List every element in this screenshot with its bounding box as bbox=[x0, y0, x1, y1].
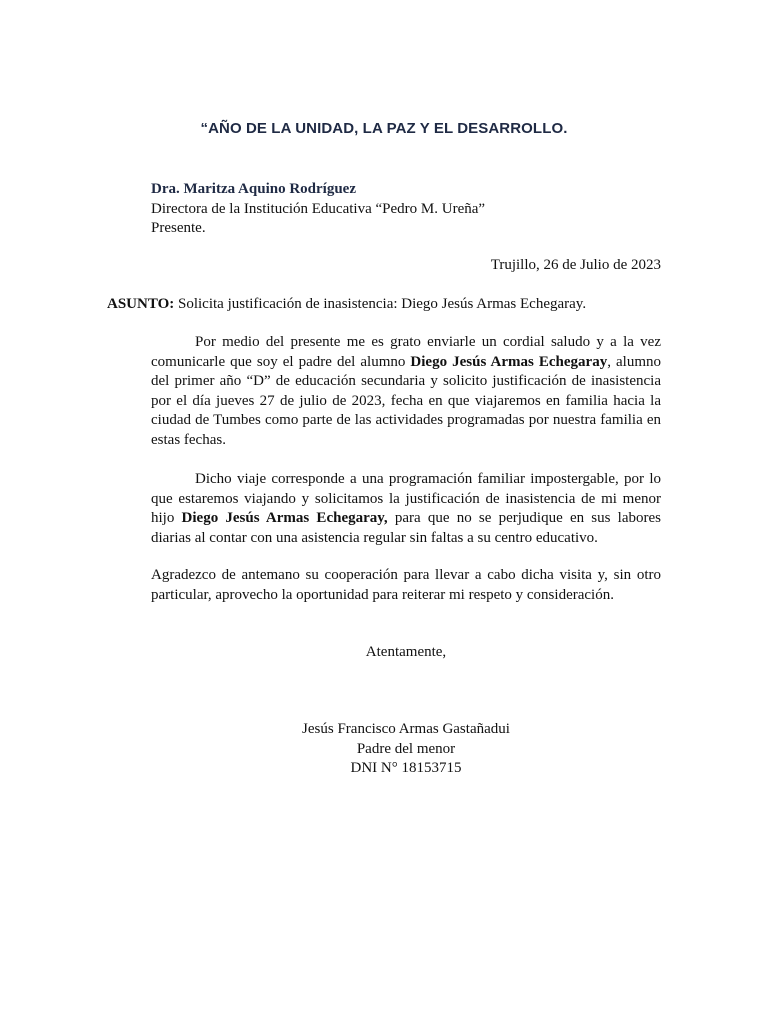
paragraph-2 bbox=[151, 470, 661, 548]
subject-line bbox=[107, 296, 586, 313]
paragraph-2-part2: para que no se perjudique en sus labores diarias al contar con una asistencia regular sin faltas a su centro educativo. bbox=[151, 510, 661, 546]
signature-role: Padre del menor bbox=[356, 740, 456, 757]
paragraph-1 bbox=[151, 333, 661, 450]
year-title: “AÑO DE LA UNIDAD, LA PAZ Y EL DESARROLLO. bbox=[200, 120, 568, 137]
subject-label: ASUNTO: bbox=[107, 296, 175, 312]
recipient-block bbox=[151, 180, 485, 239]
recipient-presente: Presente. bbox=[151, 220, 206, 236]
paragraph-1-part1: Por medio del presente me es grato enviarle un cordial saludo y a la vez comunicarle que soy el padre del alumno bbox=[151, 334, 661, 370]
paragraph-1-student-name: Diego Jesús Armas Echegaray bbox=[410, 353, 608, 370]
signature-name: Jesús Francisco Armas Gastañadui bbox=[302, 721, 510, 737]
signature-block bbox=[151, 720, 661, 779]
paragraph-1-part2: , alumno del primer año “D” de educación secundaria y solicito justificación de inasistencia por el día jueves 27 de julio de 2023, fecha en que viajaremos en familia hacia la ciudad de Tumbes como parte de las actividades programadas por nuestra familia en estas fechas. bbox=[151, 353, 661, 448]
paragraph-3: Agradezco de antemano su cooperación para llevar a cabo dicha visita y, sin otro particular, aprovecho la oportunidad para reiterar mi respeto y consideración. bbox=[151, 567, 661, 603]
paragraph-2-student-name: Diego Jesús Armas Echegaray, bbox=[181, 510, 388, 526]
recipient-position: Directora de la Institución Educativa “Pedro M. Ureña” bbox=[151, 200, 486, 217]
subject-text: Solicita justificación de inasistencia: Diego Jesús Armas Echegaray. bbox=[174, 296, 587, 312]
paragraph-2-part1: Dicho viaje corresponde a una programación familiar impostergable, por lo que estaremos viajando y solicitamos la justificación de inasistencia de mi menor hijo bbox=[151, 471, 661, 526]
closing-line: Atentamente, bbox=[365, 644, 447, 660]
letter-date: Trujillo, 26 de Julio de 2023 bbox=[490, 257, 661, 273]
signature-dni: DNI N° 18153715 bbox=[350, 760, 462, 776]
recipient-name: Dra. Maritza Aquino Rodríguez bbox=[151, 181, 356, 197]
